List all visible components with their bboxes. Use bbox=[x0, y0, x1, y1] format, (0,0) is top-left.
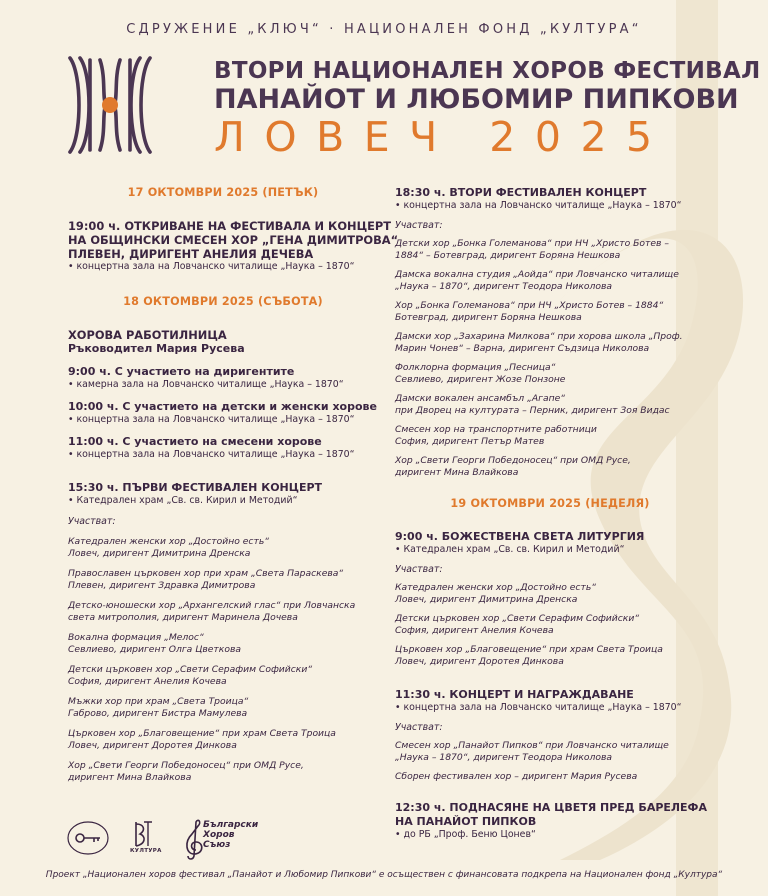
liturgy-title: 9:00 ч. БОЖЕСТВЕНА СВЕТА ЛИТУРГИЯ bbox=[395, 530, 645, 543]
participant: Катедрален женски хор „Достойно есть“ Ловеч, диригент Димитрина Дренска bbox=[395, 582, 596, 605]
treble-clef-icon bbox=[187, 820, 202, 859]
festival-title-line1: ВТОРИ НАЦИОНАЛЕН ХОРОВ ФЕСТИВАЛ bbox=[214, 58, 761, 84]
final-concert-title: 11:30 ч. КОНЦЕРТ И НАГРАЖДАВАНЕ bbox=[395, 688, 634, 701]
workshop-leader: Ръководител Мария Русева bbox=[68, 342, 245, 355]
participant: Мъжки хор при храм „Света Троица“ Габрово, диригент Бистра Мамулева bbox=[68, 696, 249, 719]
day-heading-19-oct: 19 ОКТОМВРИ 2025 (НЕДЕЛЯ) bbox=[450, 497, 650, 510]
organizers-line: СДРУЖЕНИЕ „КЛЮЧ“ · НАЦИОНАЛЕН ФОНД „КУЛТУРА“ bbox=[126, 22, 642, 37]
opening-event-line1: 19:00 ч. ОТКРИВАНЕ НА ФЕСТИВАЛА И КОНЦЕРТ bbox=[68, 219, 392, 233]
participant: Църковен хор „Благовещение“ при храм Света Троица Ловеч, диригент Доротея Динкова bbox=[395, 644, 663, 667]
workshop-session-3: 11:00 ч. С участието на смесени хорове bbox=[68, 435, 322, 448]
national-fund-culture-logo-icon bbox=[136, 822, 152, 846]
second-concert-participants-heading: Участват: bbox=[395, 220, 443, 231]
day-heading-17-oct: 17 ОКТОМВРИ 2025 (ПЕТЪК) bbox=[127, 186, 319, 199]
program-left-column bbox=[68, 186, 399, 784]
liturgy-participants-heading: Участват: bbox=[395, 564, 443, 575]
opening-event-line3: ПЛЕВЕН, ДИРИГЕНТ АНЕЛИЯ ДЕЧЕВА bbox=[68, 247, 314, 261]
festival-city-year: ЛОВЕЧ 2025 bbox=[214, 113, 672, 161]
participant: Детски хор „Бонка Големанова“ при НЧ „Христо Ботев – 1884“ – Ботевград, диригент Боряна Нешкова bbox=[395, 238, 669, 261]
flowers-event-location: • до РБ „Проф. Беню Цонев“ bbox=[395, 829, 536, 840]
participant: Детски църковен хор „Свети Серафим Софийски“ София, диригент Анелия Кочева bbox=[395, 613, 640, 636]
day-heading-18-oct: 18 ОКТОМВРИ 2025 (СЪБОТА) bbox=[123, 295, 323, 308]
liturgy-location: • Катедрален храм „Св. св. Кирил и Методий“ bbox=[395, 544, 625, 555]
first-concert-participants-heading: Участват: bbox=[68, 516, 116, 527]
participant: Дамски вокален ансамбъл „Агапе“ при Дворец на културата – Перник, диригент Зоя Видас bbox=[395, 393, 670, 416]
funding-note: Проект „Национален хоров фестивал „Панайот и Любомир Пипкови“ е осъществен с финансовата подкрепа на Национален фонд „Култура“ bbox=[45, 870, 723, 880]
participant: Дамска вокална студия „Аойда“ при Ловчанско читалище „Наука – 1870“, диригент Теодора Николова bbox=[395, 269, 679, 292]
first-concert-location: • Катедрален храм „Св. св. Кирил и Методий“ bbox=[68, 495, 298, 506]
workshop-session-3-location: • концертна зала на Ловчанско читалище „Наука – 1870“ bbox=[68, 449, 355, 460]
participant: Смесен хор на транспортните работници София, диригент Петър Матев bbox=[395, 424, 597, 447]
participant: Фолклорна формация „Песница“ Севлиево, диригент Жозе Понзоне bbox=[395, 362, 566, 385]
second-concert-location: • концертна зала на Ловчанско читалище „Наука – 1870“ bbox=[395, 200, 682, 211]
participant: Православен църковен хор при храм „Света Параскева“ Плевен, диригент Здравка Димитрова bbox=[68, 568, 344, 591]
workshop-session-1-location: • камерна зала на Ловчанско читалище „Наука – 1870“ bbox=[68, 379, 344, 390]
flowers-event-line2: НА ПАНАЙОТ ПИПКОВ bbox=[395, 815, 537, 828]
bulgarian-choral-union-logo-text: Български Хоров Съюз bbox=[203, 820, 259, 850]
opening-event-line2: НА ОБЩИНСКИ СМЕСЕН ХОР „ГЕНА ДИМИТРОВА“ bbox=[68, 233, 399, 247]
participant: Детско-юношески хор „Архангелский глас“ при Ловчанска света митрополия, диригент Маринела Дочева bbox=[68, 600, 356, 623]
participant: Катедрален женски хор „Достойно есть“ Ловеч, диригент Димитрина Дренска bbox=[68, 536, 269, 559]
workshop-session-2-location: • концертна зала на Ловчанско читалище „Наука – 1870“ bbox=[68, 414, 355, 425]
participant: Детски църковен хор „Свети Серафим Софийски“ София, диригент Анелия Кочева bbox=[68, 664, 313, 687]
participant: Църковен хор „Благовещение“ при храм Света Троица Ловеч, диригент Доротея Динкова bbox=[68, 728, 336, 751]
participant: Хор „Свети Георги Победоносец“ при ОМД Русе, диригент Мина Влайкова bbox=[68, 760, 304, 783]
program-right-column bbox=[395, 186, 705, 841]
workshop-title: ХОРОВА РАБОТИЛНИЦА bbox=[68, 328, 227, 342]
participant: Сборен фестивален хор – диригент Мария Русева bbox=[395, 771, 638, 782]
second-concert-title: 18:30 ч. ВТОРИ ФЕСТИВАЛЕН КОНЦЕРТ bbox=[395, 186, 647, 199]
participant: Вокална формация „Мелос“ Севлиево, диригент Олга Цветкова bbox=[68, 632, 241, 655]
final-concert-location: • концертна зала на Ловчанско читалище „Наука – 1870“ bbox=[395, 702, 682, 713]
workshop-session-1: 9:00 ч. С участието на диригентите bbox=[68, 365, 295, 378]
festival-logo-icon bbox=[62, 54, 158, 156]
participant: Смесен хор „Панайот Пипков“ при Ловчанско читалище „Наука – 1870“, диригент Теодора Николова bbox=[395, 740, 669, 763]
participant: Дамски хор „Захарина Милкова“ при хорова школа „Проф. Марин Чонев“ – Варна, диригент Съдзица Николова bbox=[395, 331, 683, 354]
first-concert-title: 15:30 ч. ПЪРВИ ФЕСТИВАЛЕН КОНЦЕРТ bbox=[68, 481, 323, 494]
opening-event-location: • концертна зала на Ловчанско читалище „Наука – 1870“ bbox=[68, 261, 355, 272]
flowers-event-line1: 12:30 ч. ПОДНАСЯНЕ НА ЦВЕТЯ ПРЕД БАРЕЛЕФА bbox=[395, 801, 707, 814]
festival-title-line2: ПАНАЙОТ И ЛЮБОМИР ПИПКОВИ bbox=[214, 84, 739, 115]
participant: Хор „Свети Георги Победоносец“ при ОМД Русе, диригент Мина Влайкова bbox=[395, 455, 631, 478]
workshop-session-2: 10:00 ч. С участието на детски и женски хорове bbox=[68, 400, 377, 413]
participant: Хор „Бонка Големанова“ при НЧ „Христо Ботев – 1884“ Ботевград, диригент Боряна Нешкова bbox=[395, 300, 664, 323]
kluch-association-logo-icon bbox=[68, 822, 108, 854]
final-concert-participants-heading: Участват: bbox=[395, 722, 443, 733]
kultura-logo-label: КУЛТУРА bbox=[130, 848, 162, 854]
